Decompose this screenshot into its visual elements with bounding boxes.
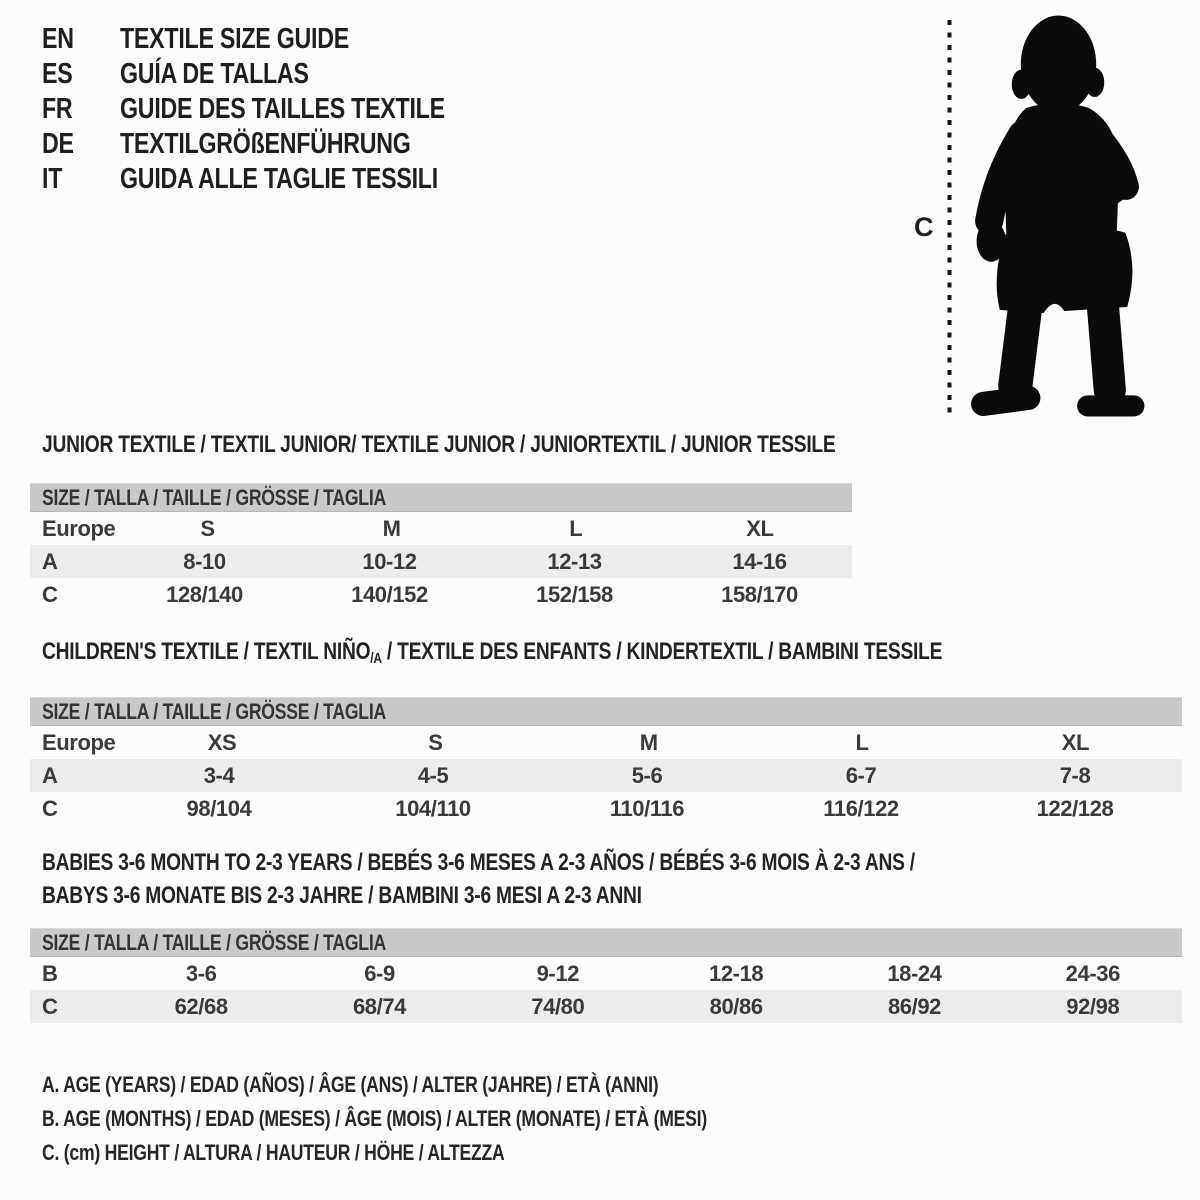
legend-line-c: C. (cm) HEIGHT / ALTURA / HAUTEUR / HÖHE / ALTEZZA [42, 1140, 505, 1165]
junior-size-table [30, 512, 852, 611]
table-cell: 86/92 [887, 993, 941, 1019]
language-code: IT [42, 163, 63, 195]
size-header-bar: SIZE / TALLA / TAILLE / GRÖSSE / TAGLIA [30, 697, 1182, 726]
children-size-table [30, 726, 1182, 825]
table-cell: 12-18 [709, 960, 764, 986]
language-row-it [42, 162, 526, 197]
table-cell: XL [1061, 729, 1090, 755]
section-babies-textile [30, 846, 1182, 1023]
table-cell: 6-7 [845, 762, 877, 788]
row-label: C [42, 993, 58, 1019]
table-cell: 92/98 [1066, 993, 1120, 1019]
table-cell: 6-9 [364, 960, 395, 986]
table-cell: L [569, 515, 583, 541]
table-cell: 74/80 [531, 993, 585, 1019]
table-cell: 68/74 [352, 993, 407, 1019]
language-list [42, 22, 526, 197]
table-cell: 7-8 [1059, 762, 1091, 788]
table-row [30, 578, 852, 611]
table-cell: M [382, 515, 401, 541]
height-measure-label: C [914, 212, 934, 242]
table-cell: 98/104 [186, 795, 252, 821]
table-cell: 80/86 [709, 993, 763, 1019]
language-code: FR [42, 93, 73, 125]
row-label: B [42, 960, 58, 986]
table-cell: 12-13 [547, 548, 602, 574]
table-cell: 116/122 [823, 795, 899, 821]
table-cell: 152/158 [536, 581, 613, 607]
section-title: BABIES 3-6 MONTH TO 2-3 YEARS / BEBÉS 3-6 MESES A 2-3 AÑOS / BÉBÉS 3-6 MOIS À 2-3 ANS / BABYS 3-6 MONATE BIS 2-3 JAHRE / BAMBINI 3-6 MESI A 2-3 ANNI [42, 849, 915, 909]
table-cell: 3-6 [185, 960, 217, 986]
table-cell: 122/128 [1036, 795, 1114, 821]
table-cell: XL [746, 515, 774, 541]
table-cell: 110/116 [609, 795, 685, 821]
table-cell: 4-5 [417, 762, 449, 788]
table-cell: L [855, 729, 869, 755]
section-children-textile [30, 640, 1182, 825]
table-cell: 5-6 [631, 762, 663, 788]
table-cell: M [639, 729, 658, 755]
size-header-bar: SIZE / TALLA / TAILLE / GRÖSSE / TAGLIA [30, 928, 1182, 957]
table-cell: 104/110 [395, 795, 471, 821]
table-cell: 140/152 [351, 581, 428, 607]
table-cell: S [428, 729, 443, 755]
height-figure [912, 10, 1172, 425]
measurement-legend [42, 1068, 873, 1170]
legend-line-a: A. AGE (YEARS) / EDAD (AÑOS) / ÂGE (ANS) / ALTER (JAHRE) / ETÀ (ANNI) [42, 1072, 659, 1097]
table-row [30, 990, 1182, 1023]
language-title: GUÍA DE TALLAS [120, 58, 309, 90]
language-row-es [42, 57, 526, 92]
table-cell: 3-4 [203, 762, 235, 788]
table-row [30, 792, 1182, 825]
baby-silhouette-icon [964, 12, 1149, 420]
row-label: A [42, 548, 58, 574]
language-code: DE [42, 128, 74, 160]
language-title: TEXTILGRÖßENFÜHRUNG [120, 128, 411, 160]
table-cell: 24-36 [1065, 960, 1120, 986]
table-cell: 62/68 [174, 993, 228, 1019]
language-code: ES [42, 58, 73, 90]
table-cell: 9-12 [536, 960, 580, 986]
table-cell: 128/140 [166, 581, 243, 607]
nino-a-suffix: /A [370, 650, 382, 667]
language-title: GUIDA ALLE TAGLIE TESSILI [120, 163, 438, 195]
language-row-fr [42, 92, 526, 127]
row-label: C [42, 581, 58, 607]
row-label: A [42, 762, 58, 788]
row-label: Europe [42, 729, 116, 755]
height-dashed-line-icon [946, 16, 954, 418]
table-cell: 14-16 [732, 548, 787, 574]
row-label: C [42, 795, 58, 821]
language-title: TEXTILE SIZE GUIDE [120, 23, 349, 55]
language-row-de [42, 127, 526, 162]
table-row [30, 759, 1182, 792]
size-header-bar: SIZE / TALLA / TAILLE / GRÖSSE / TAGLIA [30, 483, 852, 512]
section-junior-textile [30, 433, 852, 611]
table-cell: 158/170 [721, 581, 798, 607]
language-code: EN [42, 23, 74, 55]
table-cell: XS [207, 729, 237, 755]
table-row [30, 957, 1182, 990]
legend-line-b: B. AGE (MONTHS) / EDAD (MESES) / ÂGE (MOIS) / ALTER (MONATE) / ETÀ (MESI) [42, 1106, 707, 1131]
table-cell: 8-10 [183, 548, 226, 574]
table-row [30, 545, 852, 578]
section-title: CHILDREN'S TEXTILE / TEXTIL $NIÑO_{/A}$ / TEXTILE DES ENFANTS / KINDERTEXTIL / BAMBINI TESSILE [42, 638, 943, 667]
babies-size-table [30, 957, 1182, 1023]
table-row [30, 512, 852, 545]
section-title: JUNIOR TEXTILE / TEXTIL JUNIOR/ TEXTILE JUNIOR / JUNIORTEXTIL / JUNIOR TESSILE [42, 431, 836, 458]
table-cell: 10-12 [362, 548, 417, 574]
language-row-en [42, 22, 526, 57]
table-cell: 18-24 [887, 960, 942, 986]
table-cell: S [200, 515, 215, 541]
language-title: GUIDE DES TAILLES TEXTILE [120, 93, 445, 125]
row-label: Europe [42, 515, 116, 541]
table-row [30, 726, 1182, 759]
